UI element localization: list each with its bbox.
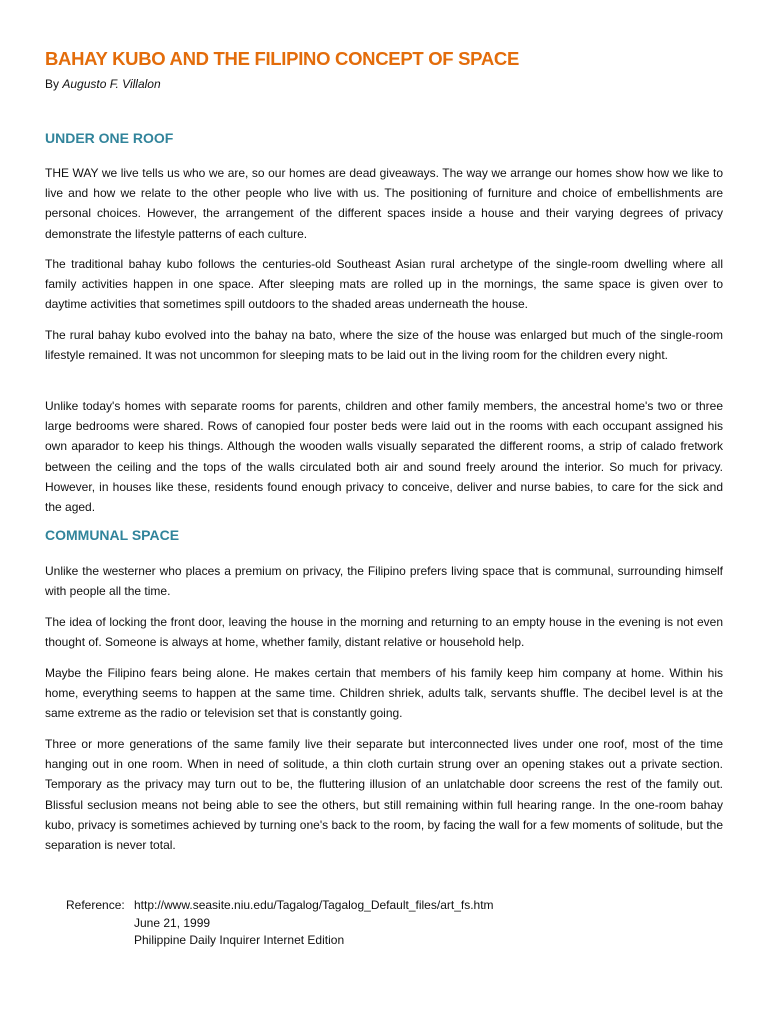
document-title: BAHAY KUBO AND THE FILIPINO CONCEPT OF SPACE [45,48,520,69]
reference-label: Reference: [66,898,125,912]
byline [45,77,161,91]
section-heading-under-one-roof: UNDER ONE ROOF [45,130,174,146]
paragraph: Unlike today's homes with separate rooms for parents, children and other family members, the ancestral home's two or three large bedrooms were shared. Rows of canopied four poster beds were laid out in the rooms with each occupant assigned his own aparador to keep his things. Although the wooden walls visually separated the different rooms, a strip of calado fretwork between the ceiling and the tops of the walls circulated both air and sound freely around the interior. So much for privacy. However, in houses like these, residents found enough privacy to conceive, deliver and nurse babies, to care for the sick and the aged. [45,399,723,515]
paragraph: Unlike the westerner who places a premium on privacy, the Filipino prefers living space that is communal, surrounding himself with people all the time. [45,564,723,599]
byline-author: Augusto F. Villalon [62,77,161,91]
section-heading-communal-space: COMMUNAL SPACE [45,527,180,543]
byline-prefix: By [45,77,60,91]
paragraph: The rural bahay kubo evolved into the bahay na bato, where the size of the house was enlarged but much of the single-room lifestyle remained. It was not uncommon for sleeping mats to be laid out in the living room for the children every night. [45,328,723,363]
paragraph: Maybe the Filipino fears being alone. He makes certain that members of his family keep him company at home. Within his home, everything seems to happen at the same time. Children shriek, adults talk, servants shuffle. The decibel level is at the same extreme as the radio or television set that is constantly going. [45,666,723,721]
reference-date: June 21, 1999 [134,915,211,930]
paragraph: The idea of locking the front door, leaving the house in the morning and returning to an empty house in the evening is not even thought of. Someone is always at home, whether family, distant relative or household help. [45,615,723,650]
paragraph: Three or more generations of the same family live their separate but interconnected lives under one roof, most of the time hanging out in one room. When in need of solitude, a thin cloth curtain strung over an opening stakes out a private section. Temporary as the privacy may turn out to be, the fluttering illusion of an unlatchable door screens the rest of the family out. Blissful seclusion means not being able to see the others, but still remaining within full hearing range. In the one-room bahay kubo, privacy is sometimes achieved by turning one's back to the room, by facing the wall for a few moments of solitude, but the separation is never total. [45,737,723,853]
reference-block [66,897,494,950]
paragraph: The traditional bahay kubo follows the centuries-old Southeast Asian rural archetype of the single-room dwelling where all family activities happen in one space. After sleeping mats are rolled up in the mornings, the same space is given over to daytime activities that sometimes spill outdoors to the shaded areas underneath the house. [45,257,723,312]
paragraph: THE WAY we live tells us who we are, so our homes are dead giveaways. The way we arrange our homes show how we like to live and how we relate to the other people who live with us. The positioning of furniture and choice of embellishments are personal choices. However, the arrangement of the different spaces inside a house and their varying degrees of privacy demonstrate the lifestyle patterns of each culture. [45,166,723,241]
reference-source: Philippine Daily Inquirer Internet Edition [134,933,345,947]
reference-url: http://www.seasite.niu.edu/Tagalog/Tagalog_Default_files/art_fs.htm [134,898,494,912]
